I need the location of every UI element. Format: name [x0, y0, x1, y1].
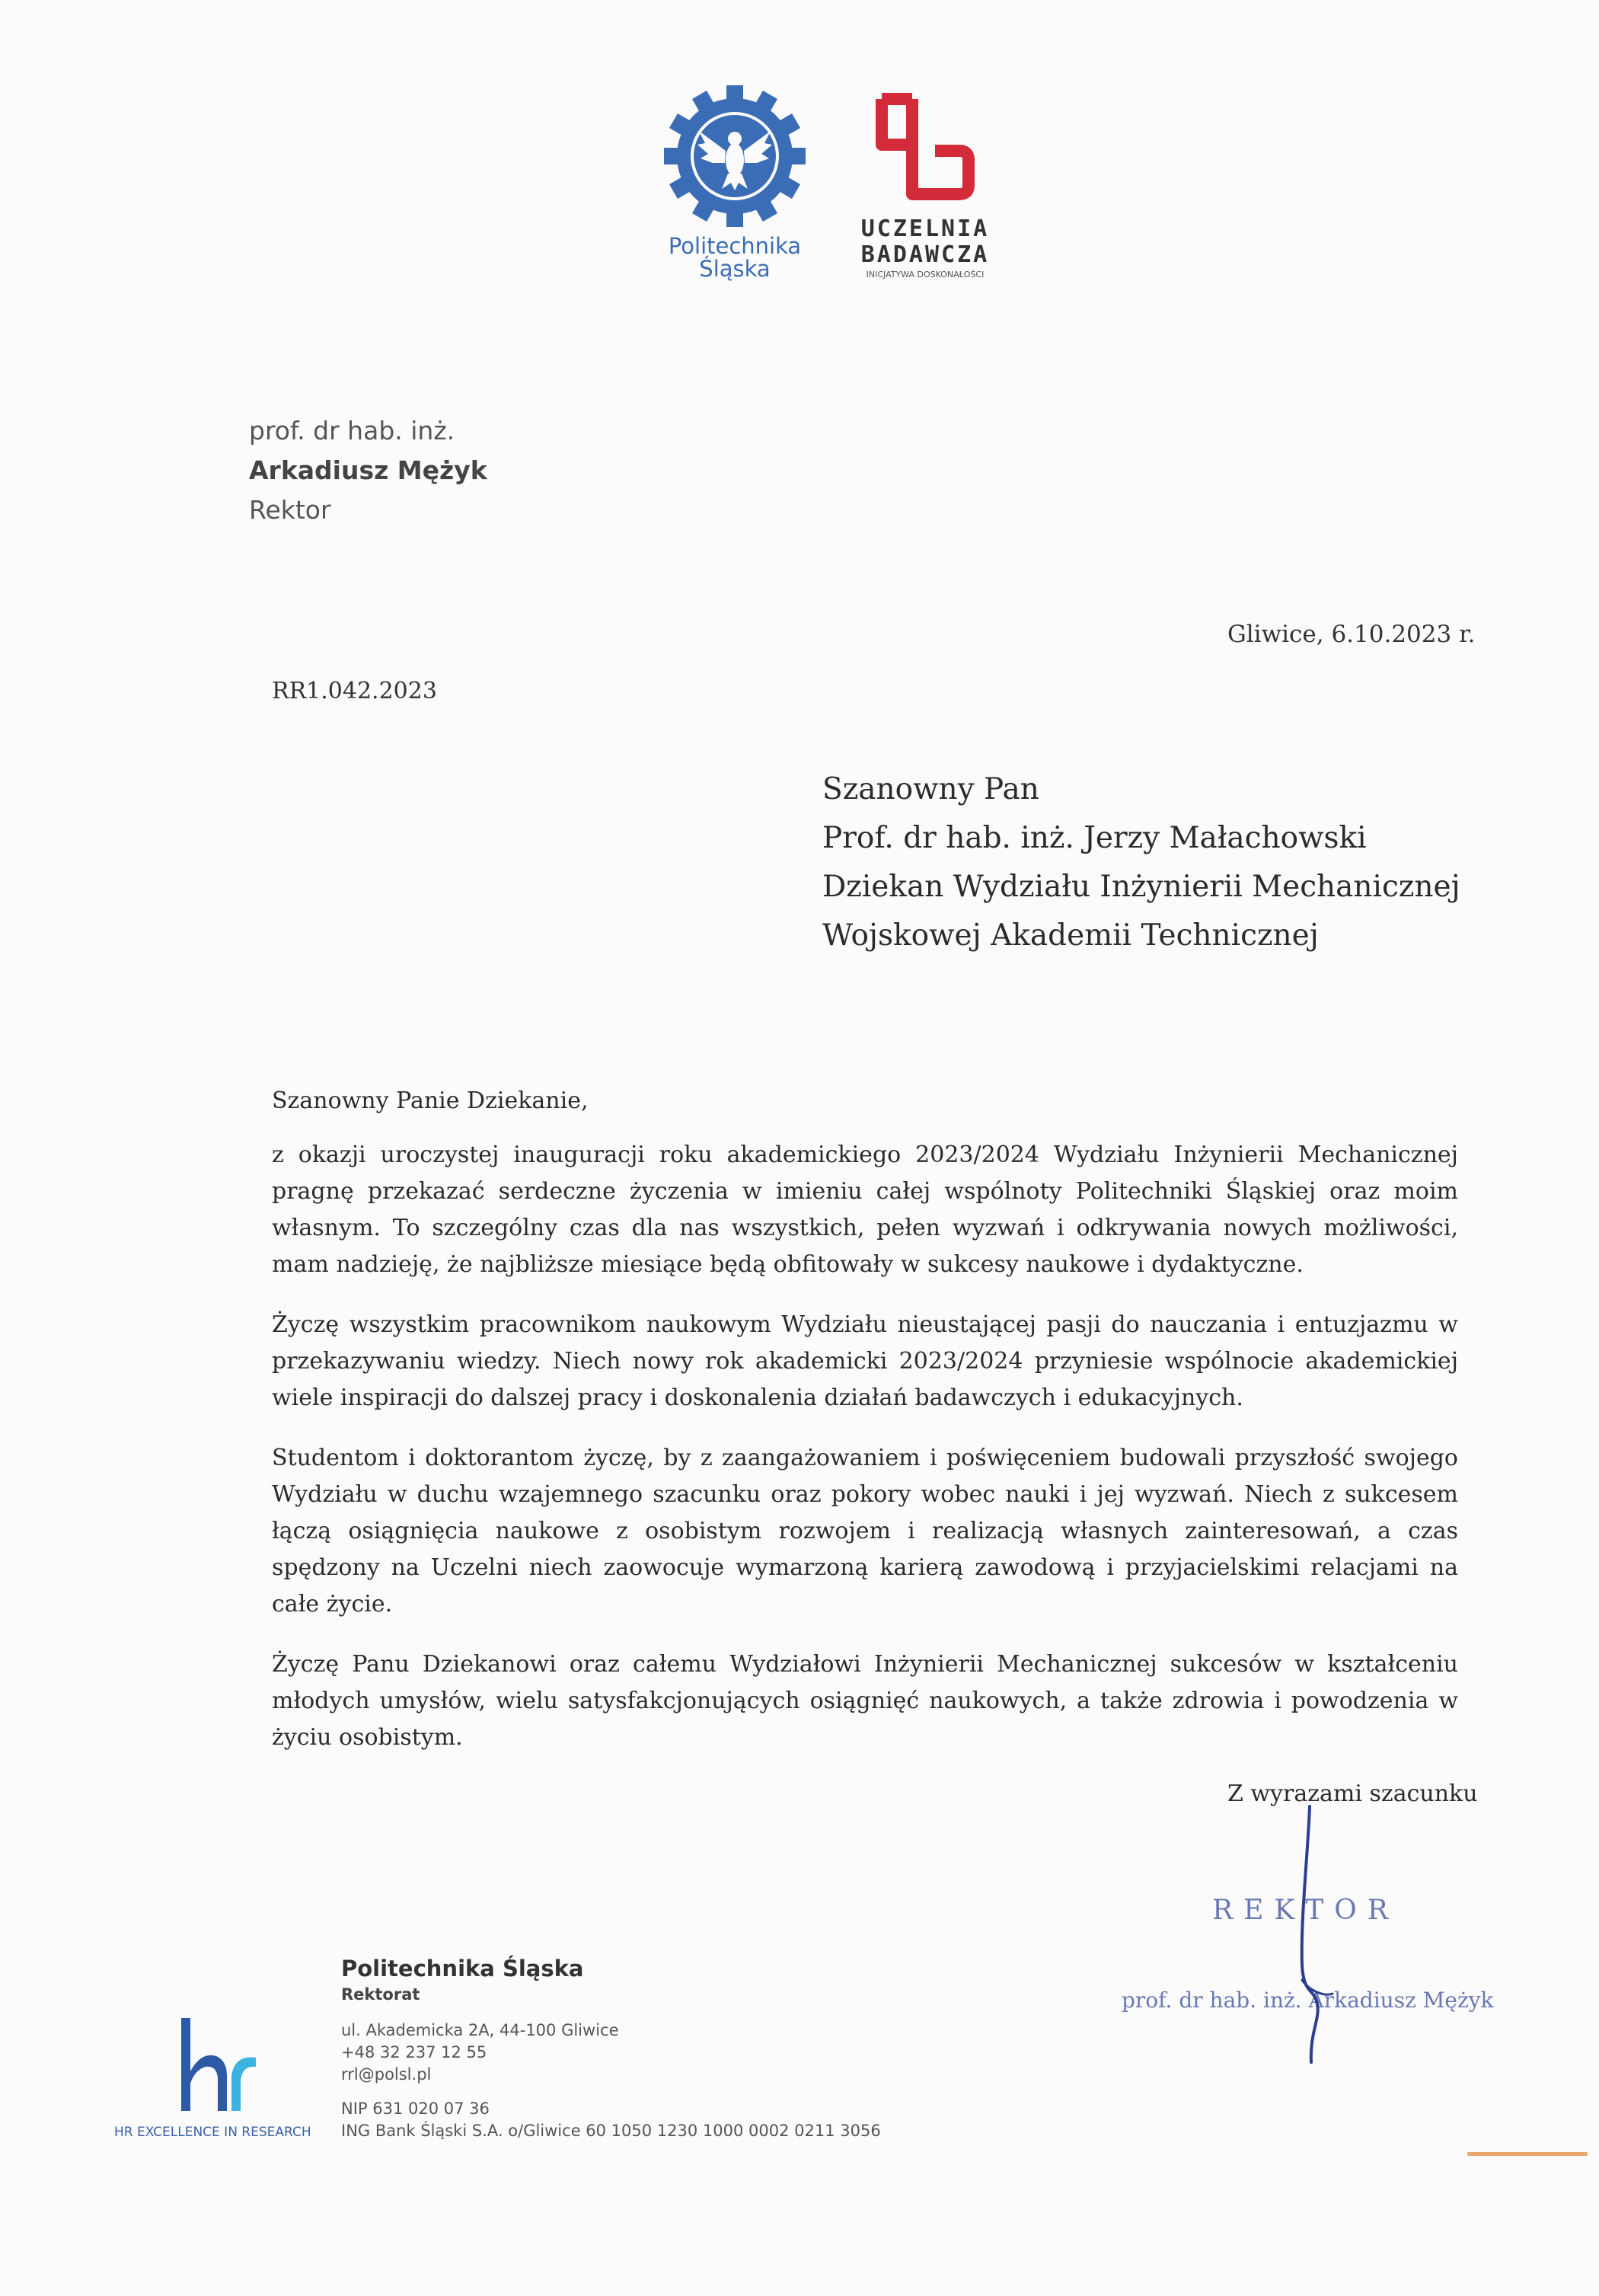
- letter-body: [272, 1137, 1458, 1780]
- ub-line2: BADAWCZA: [860, 241, 990, 268]
- hr-mark-icon: [171, 2010, 270, 2117]
- sender-block: [249, 411, 487, 530]
- handwritten-signature: [1264, 1805, 1355, 2064]
- sender-name: Arkadiusz Mężyk: [249, 455, 487, 485]
- addressee-line: Szanowny Pan: [822, 772, 1039, 806]
- hr-caption: HR EXCELLENCE IN RESEARCH: [114, 2125, 311, 2140]
- politechnika-slaska-logo: [655, 84, 815, 305]
- polsl-name-line1: Politechnika: [668, 233, 802, 259]
- sender-role: Rektor: [249, 495, 331, 525]
- addressee-line: Dziekan Wydziału Inżynierii Mechanicznej: [822, 870, 1460, 904]
- footer-bank: ING Bank Śląski S.A. o/Gliwice 60 1050 1230 1000 0002 0211 3056: [341, 2122, 881, 2140]
- polsl-name-line2: Śląska: [699, 256, 771, 282]
- ub-mark-icon: [853, 84, 997, 213]
- stamp-title: REKTOR: [1212, 1895, 1399, 1926]
- footer-dept: Rektorat: [341, 1985, 420, 2004]
- footer-phone: +48 32 237 12 55: [341, 2043, 487, 2061]
- polsl-name: [655, 235, 815, 280]
- hr-excellence-logo: [114, 2010, 320, 2155]
- addressee-block: [822, 765, 1460, 960]
- polsl-emblem-icon: [662, 84, 807, 228]
- body-paragraph: Studentom i doktorantom życzę, by z zaangażowaniem i poświęceniem budowali przyszłość swojego Wydziału w duchu wzajemnego szacunku oraz pokory wobec nauki i jej wyzwań. Niech z sukcesem łączą osiągnięcia naukowe z osobistym rozwojem i realizacją własnych zainteresowań, a czas spędzony na Uczelni niech zaowocuje wymarzoną karierą zawodową i przyjacielskimi relacjami na całe życie.: [272, 1445, 1458, 1617]
- footer-nip: NIP 631 020 07 36: [341, 2100, 490, 2118]
- letter-date: Gliwice, 6.10.2023 r.: [1227, 621, 1476, 648]
- footer-email: rrl@polsl.pl: [341, 2065, 432, 2084]
- footer-org: Politechnika Śląska: [341, 1956, 584, 1981]
- addressee-line: Prof. dr hab. inż. Jerzy Małachowski: [822, 821, 1367, 855]
- ub-subtitle: INICJATYWA DOSKONAŁOŚCI: [866, 270, 985, 279]
- footer-contact: [341, 1954, 881, 2142]
- ub-line1: UCZELNIA: [860, 216, 990, 242]
- body-paragraph: Życzę wszystkim pracownikom naukowym Wydziału nieustającej pasji do nauczania i entuzjazmu w przekazywaniu wiedzy. Niech nowy rok akademicki 2023/2024 przyniesie wspólnocie akademickiej wiele inspiracji do dalszej pracy i doskonalenia działań badawczych i edukacyjnych.: [272, 1311, 1458, 1411]
- footer-address: ul. Akademicka 2A, 44-100 Gliwice: [341, 2021, 619, 2039]
- uczelnia-badawcza-logo: [853, 84, 997, 297]
- addressee-line: Wojskowej Akademii Technicznej: [822, 918, 1319, 953]
- body-paragraph: Życzę Panu Dziekanowi oraz całemu Wydziałowi Inżynierii Mechanicznej sukcesów w kształceniu młodych umysłów, wielu satysfakcjonujących osiągnięć naukowych, a także zdrowia i powodzenia w życiu osobistym.: [272, 1651, 1458, 1751]
- reference-number: RR1.042.2023: [272, 678, 437, 704]
- stamp-name: prof. dr hab. inż. Arkadiusz Mężyk: [1122, 1988, 1494, 2013]
- body-paragraph: z okazji uroczystej inauguracji roku akademickiego 2023/2024 Wydziału Inżynierii Mechanicznej pragnę przekazać serdeczne życzenia w imieniu całej wspólnoty Politechniki Śląskiej oraz moim własnym. To szczególny czas dla nas wszystkich, pełen wyzwań i odkrywania nowych możliwości, mam nadzieję, że najbliższe miesiące będą obfitowały w sukcesy naukowe i dydaktyczne.: [272, 1142, 1458, 1278]
- decorative-line: [1467, 2152, 1588, 2156]
- closing-phrase: Z wyrazami szacunku: [1227, 1780, 1478, 1807]
- salutation: Szanowny Panie Dziekanie,: [272, 1087, 589, 1114]
- sender-title: prof. dr hab. inż.: [249, 416, 455, 445]
